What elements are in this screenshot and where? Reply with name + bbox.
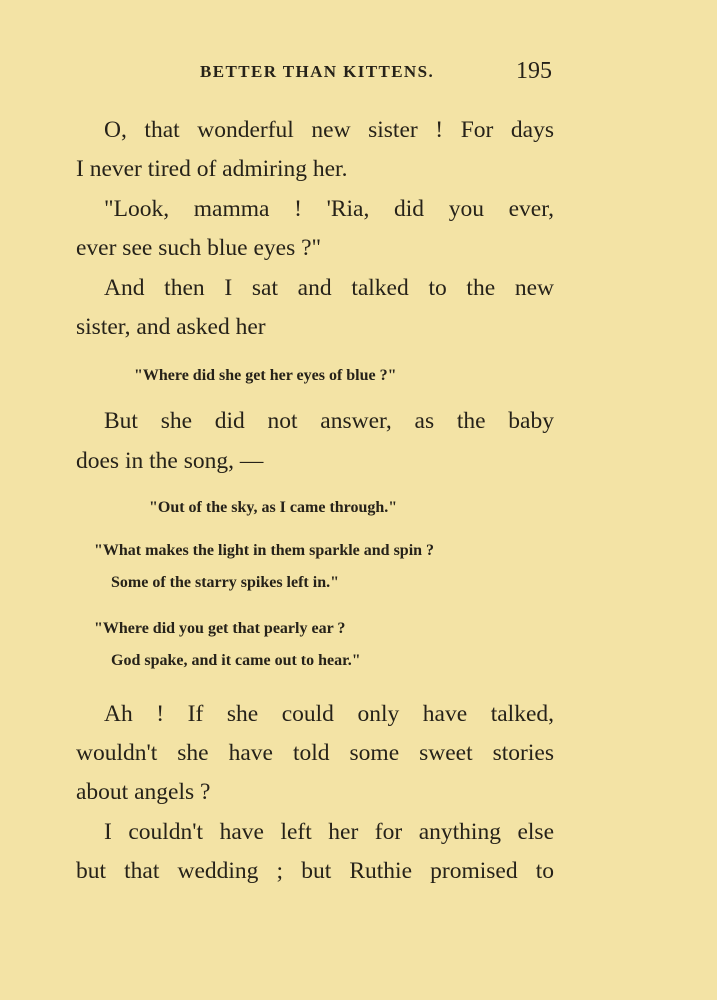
text-line: But she did not answer, as the baby bbox=[104, 408, 554, 434]
text-line: And then I sat and talked to the new bbox=[104, 275, 554, 301]
text-line: O, that wonderful new sister ! For days bbox=[104, 117, 554, 143]
running-title: BETTER THAN KITTENS. bbox=[200, 62, 435, 81]
text-line: Ah ! If she could only have talked, bbox=[104, 701, 554, 727]
verse-line: Some of the starry spikes left in." bbox=[111, 574, 339, 591]
quoted-verse: "Out of the sky, as I came through." bbox=[149, 499, 398, 516]
text-line: "Look, mamma ! 'Ria, did you ever, bbox=[104, 196, 554, 222]
text-line: about angels ? bbox=[76, 779, 211, 805]
verse-line: God spake, and it came out to hear." bbox=[111, 652, 361, 669]
text-line: does in the song, — bbox=[76, 448, 264, 474]
text-line: I never tired of admiring her. bbox=[76, 156, 348, 182]
quoted-verse: "Where did she get her eyes of blue ?" bbox=[134, 367, 397, 384]
verse-line: "What makes the light in them sparkle and spin ? bbox=[94, 542, 435, 559]
text-line: but that wedding ; but Ruthie promised to bbox=[76, 858, 554, 884]
text-line: sister, and asked her bbox=[76, 314, 266, 340]
text-line: I couldn't have left her for anything else bbox=[104, 819, 554, 845]
page-number: 195 bbox=[516, 58, 552, 84]
text-line: ever see such blue eyes ?" bbox=[76, 235, 322, 261]
page-header bbox=[0, 58, 717, 88]
verse-line: "Where did you get that pearly ear ? bbox=[94, 620, 346, 637]
text-line: wouldn't she have told some sweet stories bbox=[76, 740, 554, 766]
